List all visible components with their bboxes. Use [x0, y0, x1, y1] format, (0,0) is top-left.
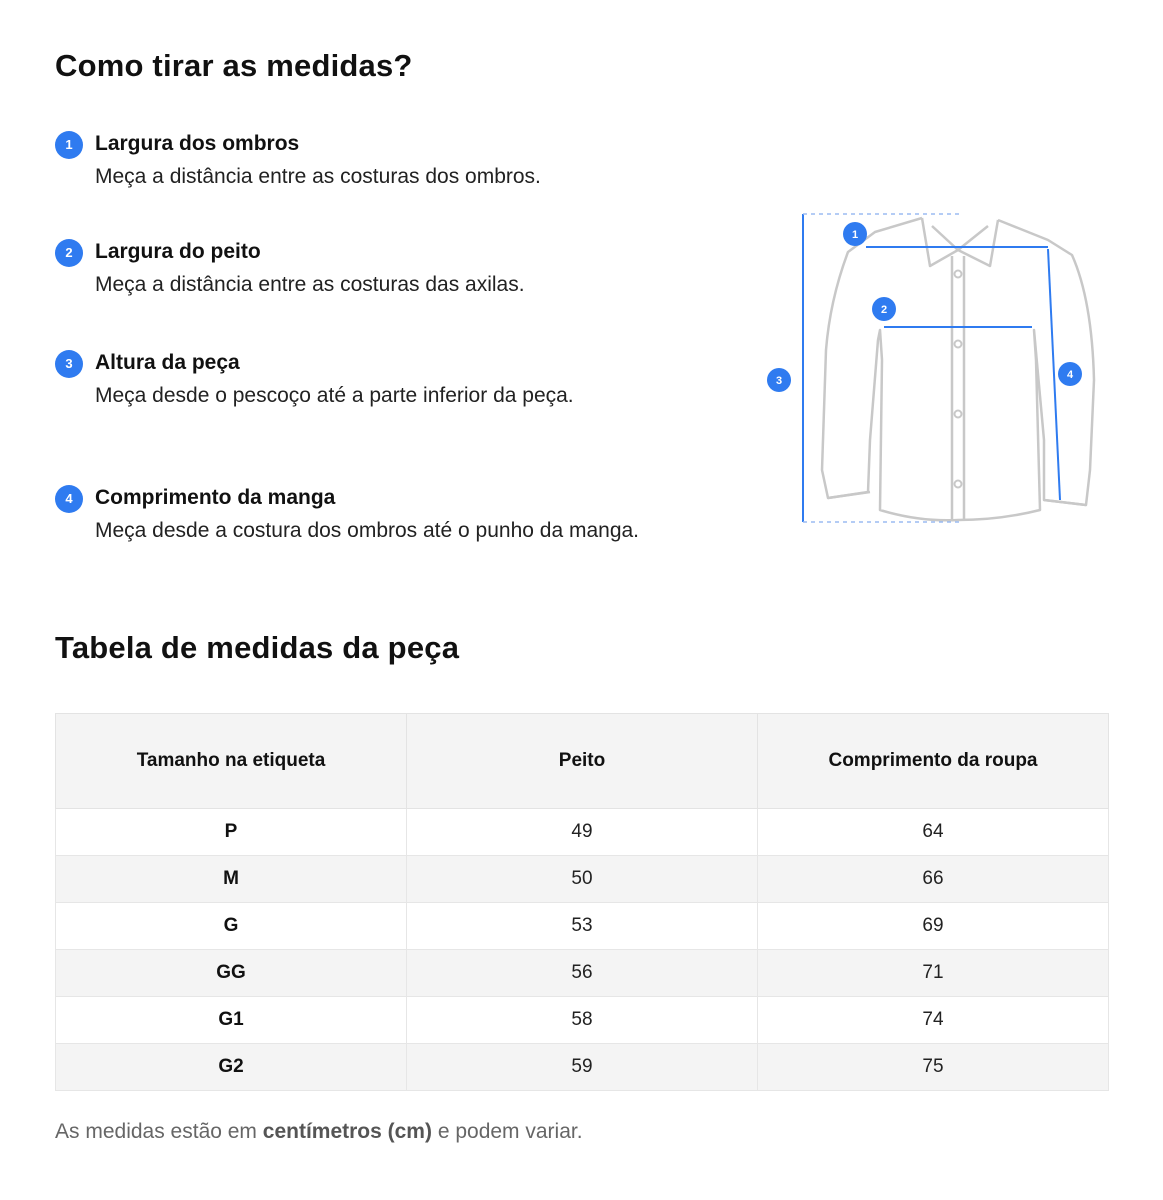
chest-cell: 50 — [407, 856, 758, 903]
length-cell: 69 — [758, 903, 1109, 950]
diagram-marker-1 — [843, 222, 867, 246]
table-row — [56, 903, 1109, 950]
step-number-badge: 4 — [55, 485, 83, 513]
table-row — [56, 950, 1109, 997]
column-header-chest: Peito — [407, 714, 758, 809]
svg-text:4: 4 — [1066, 369, 1074, 381]
size-cell: G — [56, 903, 407, 950]
step-description: Meça desde a costura dos ombros até o punho da manga. — [95, 519, 640, 542]
length-cell: 66 — [758, 856, 1109, 903]
chest-cell: 58 — [407, 997, 758, 1044]
table-row — [56, 809, 1109, 856]
step-description: Meça a distância entre as costuras das axilas. — [95, 273, 525, 296]
length-cell: 64 — [758, 809, 1109, 856]
step-number-badge: 2 — [55, 239, 83, 267]
step-title: Largura dos ombros — [95, 132, 300, 155]
length-cell: 75 — [758, 1044, 1109, 1091]
footnote-prefix: As medidas estão em — [55, 1120, 263, 1143]
svg-text:2: 2 — [880, 304, 888, 316]
table-row — [56, 997, 1109, 1044]
measurement-lines — [803, 214, 1060, 522]
diagram-marker-3 — [767, 368, 791, 392]
step-title: Comprimento da manga — [95, 486, 336, 509]
size-table-title: Tabela de medidas da peça — [55, 630, 460, 665]
step-title: Altura da peça — [95, 351, 240, 374]
chest-cell: 53 — [407, 903, 758, 950]
step-title: Largura do peito — [95, 240, 261, 263]
step-description: Meça a distância entre as costuras dos ombros. — [95, 165, 541, 188]
chest-cell: 49 — [407, 809, 758, 856]
chest-cell: 56 — [407, 950, 758, 997]
size-cell: M — [56, 856, 407, 903]
step-description: Meça desde o pescoço até a parte inferior da peça. — [95, 384, 574, 407]
table-header-row — [56, 714, 1109, 809]
size-cell: P — [56, 809, 407, 856]
column-header-length: Comprimento da roupa — [758, 714, 1109, 809]
length-cell: 74 — [758, 997, 1109, 1044]
svg-text:3: 3 — [775, 375, 783, 387]
diagram-marker-4 — [1058, 362, 1082, 386]
footnote-suffix: e podem variar. — [431, 1120, 583, 1143]
table-row — [56, 1044, 1109, 1091]
size-cell: G1 — [56, 997, 407, 1044]
step-number-badge: 1 — [55, 131, 83, 159]
column-header-size-label: Tamanho na etiqueta — [56, 714, 407, 809]
shirt-measurement-diagram — [760, 205, 1100, 535]
step-number-badge: 3 — [55, 350, 83, 378]
size-table — [55, 713, 1109, 1091]
shirt-buttons-icon — [955, 271, 962, 488]
diagram-marker-2 — [872, 297, 896, 321]
size-cell: GG — [56, 950, 407, 997]
footnote-unit: centímetros (cm) — [262, 1120, 432, 1143]
length-cell: 71 — [758, 950, 1109, 997]
svg-text:1: 1 — [851, 229, 859, 241]
measurement-footnote — [55, 1120, 583, 1144]
table-row — [56, 856, 1109, 903]
chest-cell: 59 — [407, 1044, 758, 1091]
size-cell: G2 — [56, 1044, 407, 1091]
how-to-title: Como tirar as medidas? — [55, 48, 413, 83]
